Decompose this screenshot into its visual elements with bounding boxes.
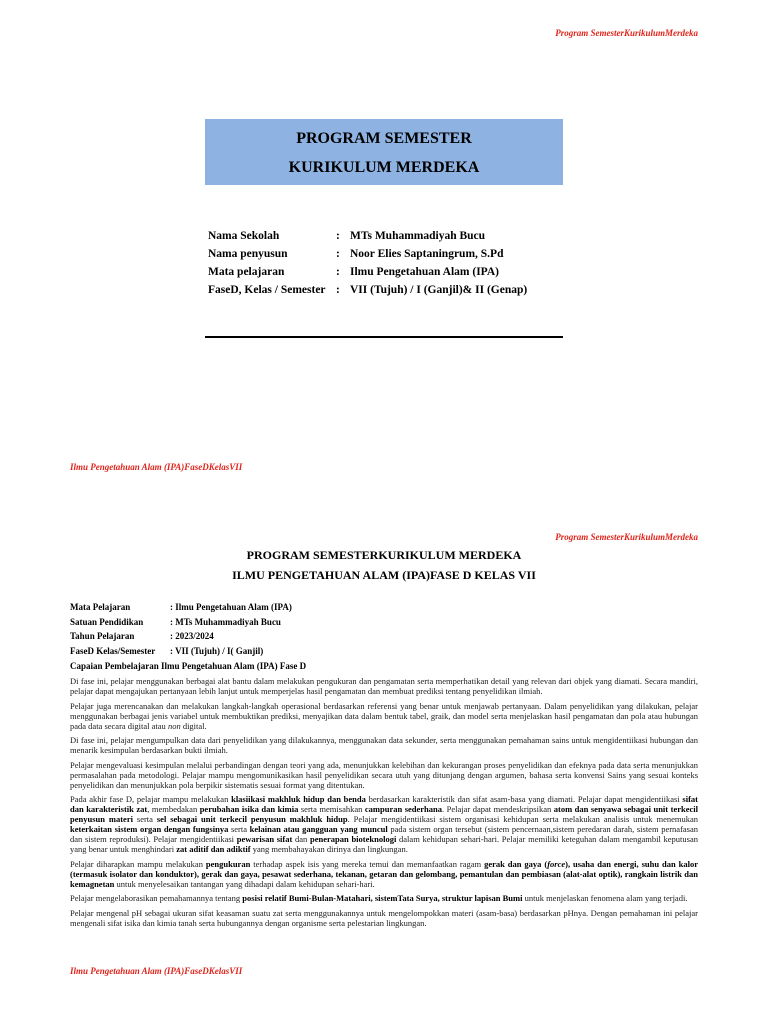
info-row xyxy=(70,644,292,659)
cover-title-line1: PROGRAM SEMESTER xyxy=(296,130,472,147)
emphasis-text: kelainan atau gangguan yang muncul xyxy=(249,824,388,834)
emphasis-text: perubahan isika dan kimia xyxy=(199,804,299,814)
cover-page xyxy=(0,0,768,500)
text-run: Pelajar mengelaborasikan pemahamannya tentang xyxy=(70,893,243,903)
info-row xyxy=(70,615,292,630)
info-value: : Ilmu Pengetahuan Alam (IPA) xyxy=(170,602,292,613)
text-run: digital. xyxy=(180,720,207,731)
text-run: Pelajar juga merencanakan dan melakukan langkah-langkah operasional berdasarkan referensi yang benar untuk menjawab pertanyaan. Dalam penyelidikan yang dilakukan, pelajar menggunakan berbagai jenis variabel untuk membuktikan prediksi, menyajikan data dalam bentuk tabel, graik, dan model serta menjelaskan hasil pengamatan dan pola atau hubungan pada data secara digital atau xyxy=(70,700,698,731)
text-run: dalam kehidupan sehari-hari. Pelajar memiliki keteguhan dalam mengambil keputusan yang benar untuk menghindari xyxy=(70,834,699,854)
horizontal-rule xyxy=(205,336,563,338)
page-footer: Ilmu Pengetahuan Alam (IPA)FaseDKelasVII xyxy=(70,462,243,472)
text-run: , membedakan xyxy=(147,804,200,814)
text-run: serta xyxy=(228,824,250,834)
info-label: Mata Pelajaran xyxy=(70,602,131,613)
page-footer: Ilmu Pengetahuan Alam (IPA)FaseDKelasVII xyxy=(70,966,243,976)
cover-title-line2: KURIKULUM MERDEKA xyxy=(288,159,480,176)
identity-row xyxy=(208,227,527,245)
identity-colon: : xyxy=(336,266,340,278)
text-run: Pelajar mengevaluasi kesimpulan melalui perbandingan dengan teori yang ada, menunjukkan kelebihan dan kekurangan proses penyelidikan dan efeknya pada data serta menunjukkan permasalahan pada metodologi. Pelajar mampu mengomunikasikan hasil penyelidikan secara utuh yang ditunjang dengan argumen, bahasa serta konvensi Sains yang sesuai konteks penyelidikan dan menunjukkan pola berpikir sistematis sesuai format yang ditentukan. xyxy=(70,759,698,790)
content-page xyxy=(0,500,768,1024)
text-run: berdasarkan karakteristik dan sifat asam-basa yang diamati. Pelajar dapat mengidentiikasi xyxy=(365,794,683,804)
info-value: : 2023/2024 xyxy=(170,631,214,642)
identity-colon: : xyxy=(336,284,340,296)
emphasis-text: keterkaitan sistem organ dengan fungsinya xyxy=(70,824,229,834)
text-run: serta memisahkan xyxy=(298,804,365,814)
info-value: : VII (Tujuh) / I( Ganjil) xyxy=(170,645,264,656)
text-run: untuk menjelaskan fenomena alam yang terjadi. xyxy=(522,893,688,903)
learning-outcomes-body xyxy=(70,676,698,932)
text-run: Pelajar diharapkan mampu melakukan xyxy=(70,858,206,869)
learning-outcomes-heading: Capaian Pembelajaran Ilmu Pengetahuan Alam (IPA) Fase D xyxy=(70,661,307,671)
paragraph xyxy=(70,701,698,731)
page-header: Program SemesterKurikulumMerdeka xyxy=(555,28,698,38)
identity-label: Nama Sekolah xyxy=(208,230,280,242)
text-run: terhadap aspek isis yang mereka temui dan memanfaatkan ragam xyxy=(250,858,485,869)
text-run: . Pelajar dapat mendeskripsikan xyxy=(442,804,554,814)
emphasis-text: penerapan bioteknologi xyxy=(310,834,397,844)
identity-value: Noor Elies Saptaningrum, S.Pd xyxy=(350,248,504,260)
identity-table xyxy=(208,227,527,299)
emphasis-text: non xyxy=(167,720,181,731)
identity-label: Mata pelajaran xyxy=(208,266,285,278)
text-run: . Pelajar mengidentiikasi sistem organisasi kehidupan serta melakukan analisis untuk menemukan xyxy=(347,814,698,824)
emphasis-text: gerak dan gaya ( xyxy=(484,858,548,869)
course-info-table xyxy=(70,600,292,658)
info-label: Tahun Pelajaran xyxy=(70,631,135,642)
identity-label: FaseD, Kelas / Semester xyxy=(208,284,326,296)
text-run: Di fase ini, pelajar menggunakan berbagai alat bantu dalam melakukan pengukuran dan pengamatan serta memperhatikan detail yang relevan dari objek yang diamati. Secara mandiri, pelajar dapat mengajukan pertanyaan lebih lanjut untuk memperjelas hasil pengamatan dan membuat prediksi tentang penyelidikan ilmiah. xyxy=(70,676,698,696)
identity-colon: : xyxy=(336,248,340,260)
emphasis-text: atom dan senyawa sebagai unit terkecil penyusun materi xyxy=(70,804,698,824)
paragraph xyxy=(70,893,698,903)
info-value: : MTs Muhammadiyah Bucu xyxy=(170,616,281,627)
paragraph xyxy=(70,908,698,928)
identity-label: Nama penyusun xyxy=(208,248,288,260)
document-title-line1: PROGRAM SEMESTERKURIKULUM MERDEKA xyxy=(246,548,522,562)
page-header: Program SemesterKurikulumMerdeka xyxy=(555,532,698,542)
text-run: dan xyxy=(292,834,311,844)
info-row xyxy=(70,600,292,615)
text-run: Pada akhir fase D, pelajar mampu melakukan xyxy=(70,794,232,804)
emphasis-text: sel sebagai unit terkecil penyusun makhluk hidup xyxy=(156,814,348,824)
identity-row xyxy=(208,263,527,281)
emphasis-text: sifat dan karakteristik zat xyxy=(70,794,699,814)
emphasis-text: force xyxy=(547,858,566,869)
text-run: serta xyxy=(132,814,157,824)
paragraph xyxy=(70,735,698,755)
info-row xyxy=(70,629,292,644)
identity-colon: : xyxy=(336,230,340,242)
emphasis-text: posisi relatif Bumi-Bulan-Matahari, sistemTata Surya, struktur lapisan Bumi xyxy=(242,893,523,903)
text-run: Di fase ini, pelajar mengumpulkan data dari penyelidikan yang dilakukannya, menggunakan data sekunder, serta menggunakan pemahaman sains untuk mengidentiikasi hubungan dan menarik kesimpulan berdasarkan bukti ilmiah. xyxy=(70,735,698,755)
paragraph xyxy=(70,760,698,790)
document-title-line2: ILMU PENGETAHUAN ALAM (IPA)FASE D KELAS VII xyxy=(232,568,536,582)
cover-title-box xyxy=(205,119,563,185)
emphasis-text: zat aditif dan adiktif xyxy=(176,844,251,854)
emphasis-text: ), usaha dan energi, suhu dan kalor (termasuk isolator dan konduktor), gerak dan gaya, pesawat sederhana, tekanan, getaran dan gelombang, pemantulan dan pembiasan (alat-alat optik), rangkain listrik dan kemagnetan xyxy=(70,858,698,889)
info-label: FaseD Kelas/Semester xyxy=(70,645,156,656)
paragraph xyxy=(70,859,698,889)
emphasis-text: campuran sederhana xyxy=(364,804,443,814)
text-run: pada sistem organ tersebut (sistem pencernaan,sistem peredaran darah, sistem pernafasan dan sistem reproduksi). Pelajar mengidentiikasi xyxy=(70,824,699,844)
text-run: Pelajar mengenal pH sebagai ukuran sifat keasaman suatu zat serta menggunakannya untuk mengelompokkan materi (asam-basa) berdasarkan pHnya. Dengan pemahaman ini pelajar mengenali sifat isika dan kimia tanah serta hubungannya dengan organisme serta pelestarian lingkungan. xyxy=(70,907,698,928)
identity-row xyxy=(208,281,527,299)
identity-row xyxy=(208,245,527,263)
info-label: Satuan Pendidikan xyxy=(70,616,144,627)
text-run: untuk menyelesaikan tantangan yang dihadapi dalam kehidupan sehari-hari. xyxy=(114,878,375,889)
emphasis-text: pewarisan sifat xyxy=(236,834,293,844)
paragraph xyxy=(70,676,698,696)
identity-value: Ilmu Pengetahuan Alam (IPA) xyxy=(350,266,499,278)
identity-value: MTs Muhammadiyah Bucu xyxy=(350,230,486,242)
identity-value: VII (Tujuh) / I (Ganjil)& II (Genap) xyxy=(350,284,528,296)
text-run: yang membahayakan dirinya dan lingkungan. xyxy=(250,844,408,854)
emphasis-text: pengukuran xyxy=(205,858,251,869)
paragraph xyxy=(70,794,698,854)
emphasis-text: klasiikasi makhluk hidup dan benda xyxy=(231,794,366,804)
